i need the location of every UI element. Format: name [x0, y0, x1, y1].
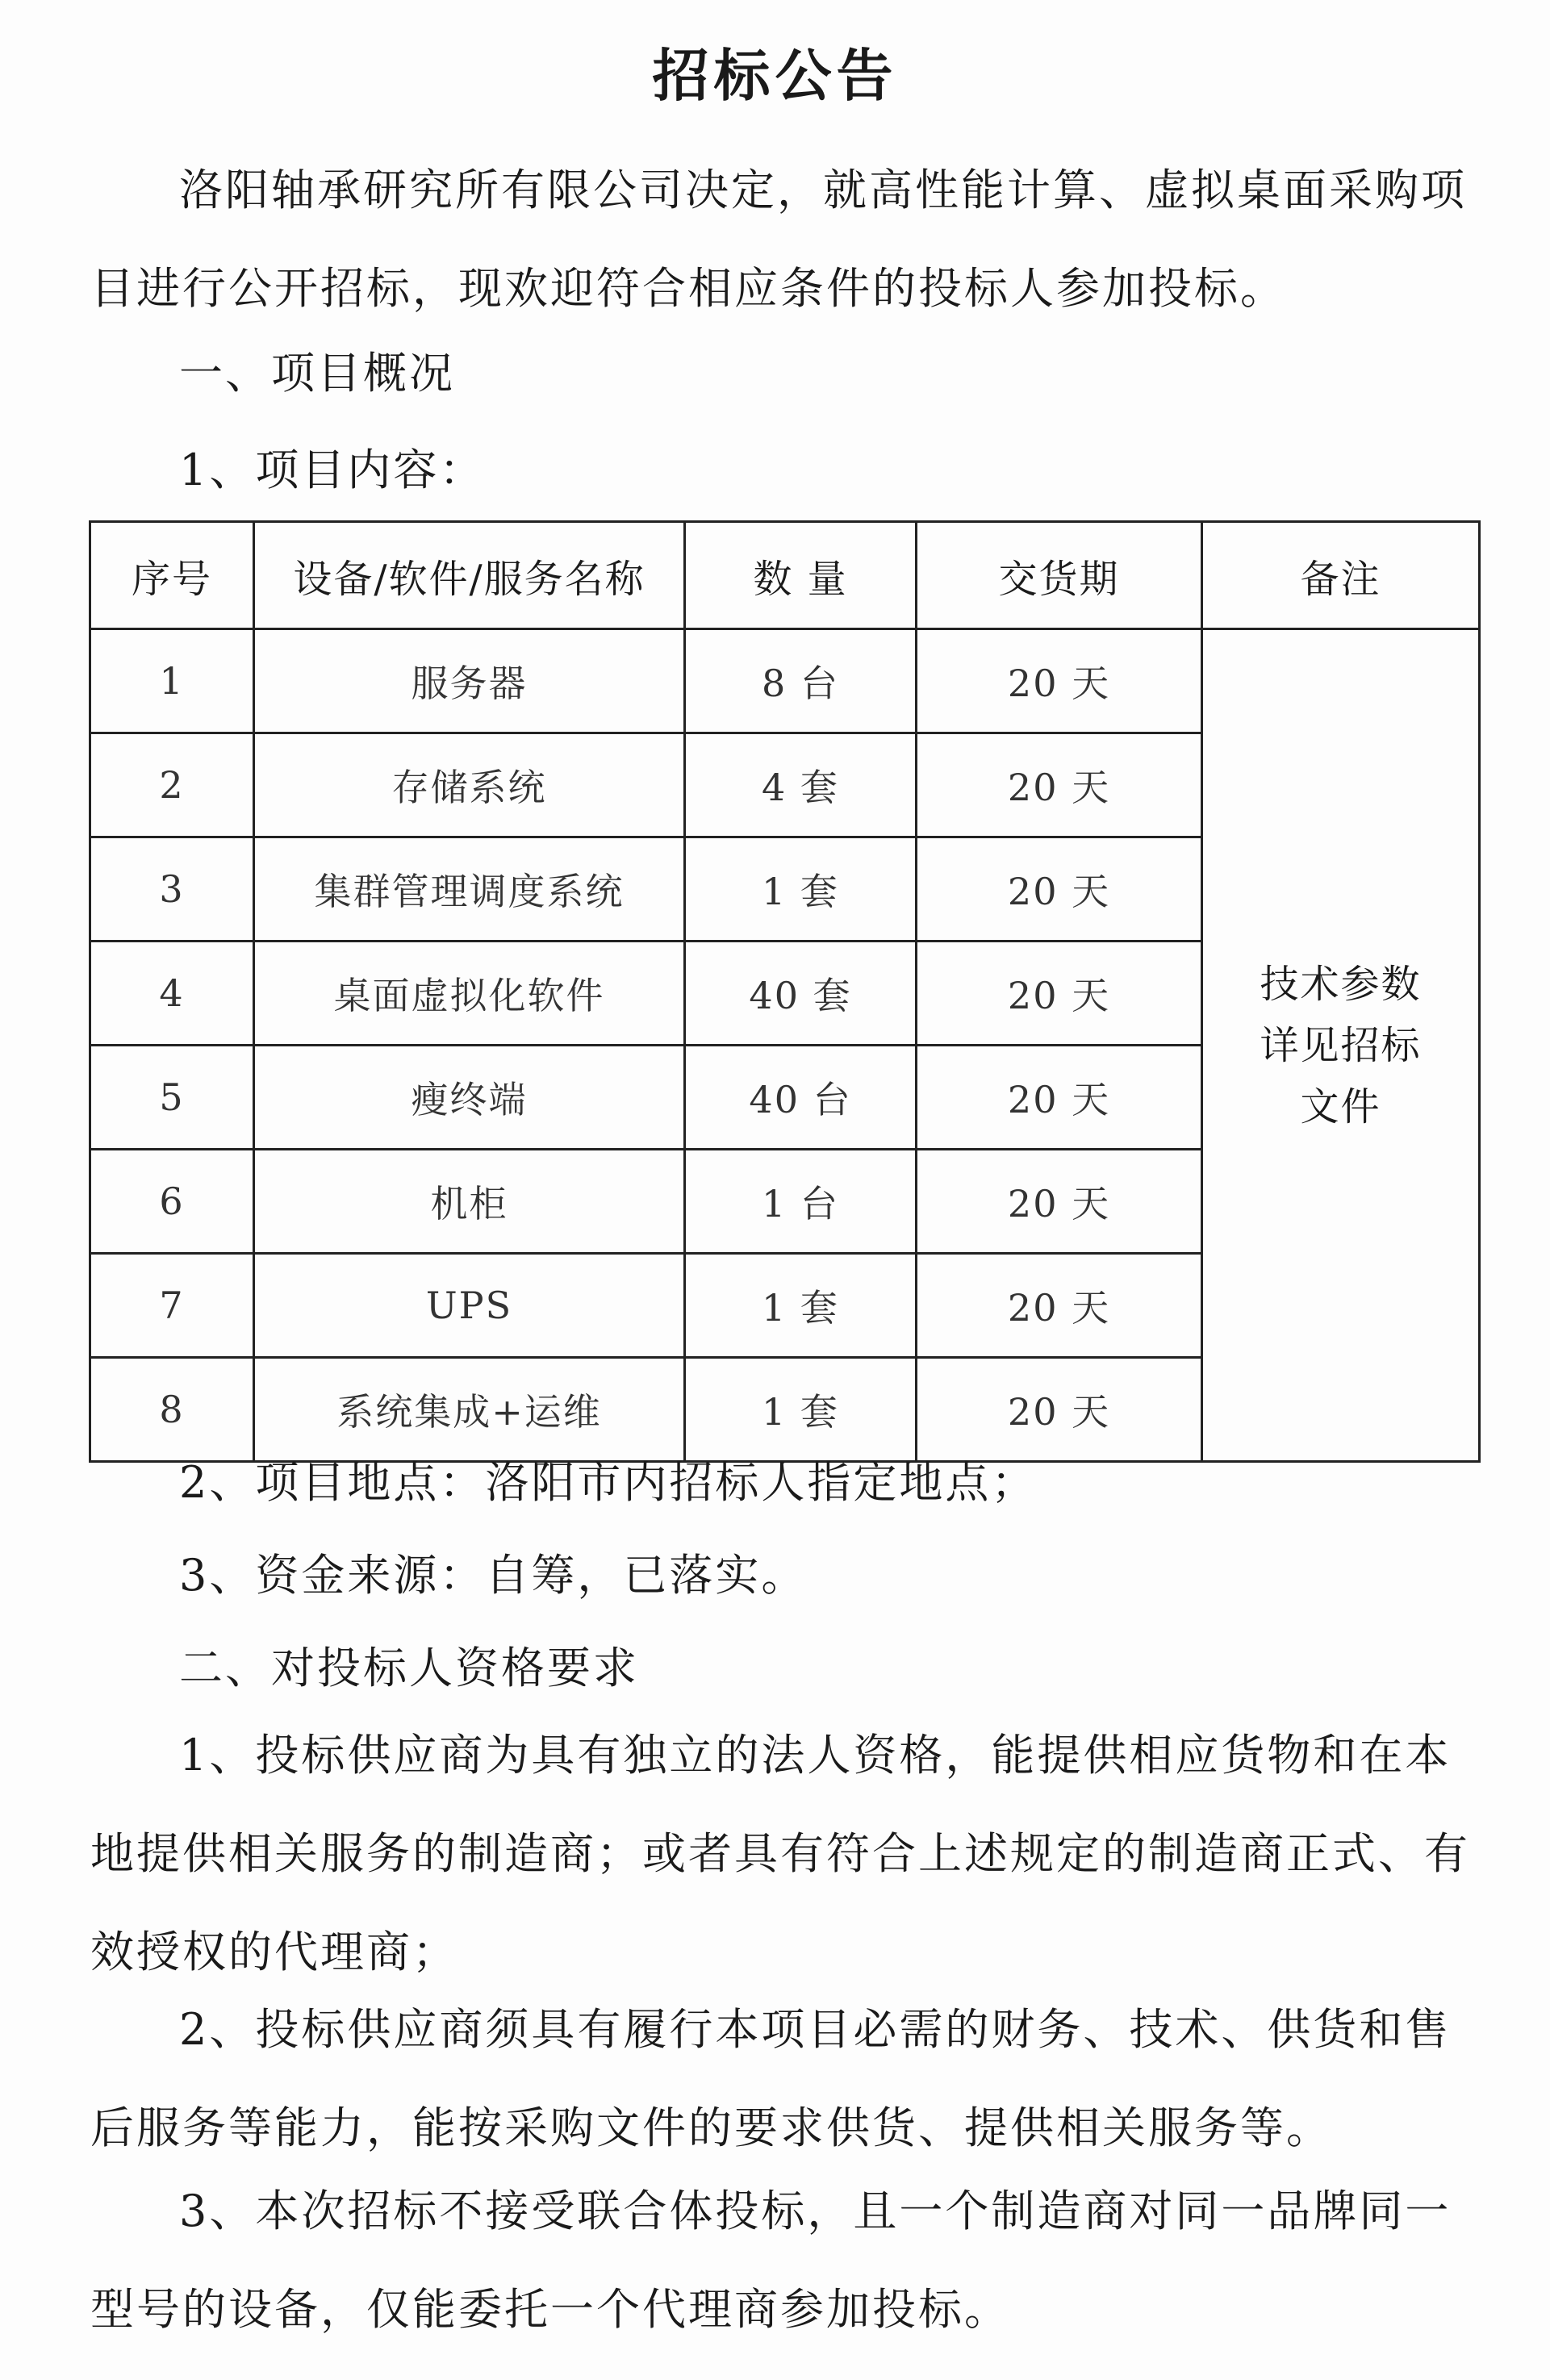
cell-no: 2: [90, 733, 254, 837]
requirement-1: 1、投标供应商为具有独立的法人资格，能提供相应货物和在本地提供相关服务的制造商；或者具有符合上述规定的制造商正式、有效授权的代理商；: [90, 1730, 1470, 1977]
cell-delivery: 20 天: [917, 1046, 1202, 1150]
cell-delivery: 20 天: [917, 1358, 1202, 1462]
requirement-2: 2、投标供应商须具有履行本项目必需的财务、技术、供货和售后服务等能力，能按采购文件的要求供货、提供相关服务等。: [90, 2004, 1452, 2153]
cell-name: 桌面虚拟化软件: [254, 942, 685, 1046]
cell-qty: 1 台: [685, 1150, 917, 1254]
cell-no: 1: [90, 629, 254, 733]
header-cell-note: 备注: [1202, 522, 1480, 629]
header-cell-delivery: 交货期: [917, 522, 1202, 629]
cell-name: 集群管理调度系统: [254, 837, 685, 942]
project-items-table: [89, 520, 1481, 1463]
cell-delivery: 20 天: [917, 629, 1202, 733]
cell-delivery: 20 天: [917, 1150, 1202, 1254]
header-cell-qty: 数 量: [685, 522, 917, 629]
cell-name: 瘦终端: [254, 1046, 685, 1150]
header-cell-name: 设备/软件/服务名称: [254, 522, 685, 629]
requirement-3: 3、本次招标不接受联合体投标，且一个制造商对同一品牌同一型号的设备，仅能委托一个代理商参加投标。: [90, 2186, 1452, 2335]
cell-no: 7: [90, 1254, 254, 1358]
cell-no: 5: [90, 1046, 254, 1150]
funding-source: 3、资金来源：自筹，已落实。: [179, 1550, 808, 1601]
cell-qty: 4 套: [685, 733, 917, 837]
cell-no: 3: [90, 837, 254, 942]
document-title: 招标公告: [652, 43, 898, 109]
cell-qty: 40 台: [685, 1046, 917, 1150]
table-row: [90, 629, 1480, 733]
cell-delivery: 20 天: [917, 1254, 1202, 1358]
cell-name: 系统集成+运维: [254, 1358, 685, 1462]
cell-name: 服务器: [254, 629, 685, 733]
cell-no: 8: [90, 1358, 254, 1462]
project-content-label: 1、项目内容：: [179, 445, 486, 495]
project-location: 2、项目地点：洛阳市内招标人指定地点；: [179, 1457, 1038, 1508]
cell-name: 机柜: [254, 1150, 685, 1254]
cell-qty: 1 套: [685, 1358, 917, 1462]
cell-qty: 1 套: [685, 837, 917, 942]
header-cell-no: 序号: [90, 522, 254, 629]
cell-delivery: 20 天: [917, 837, 1202, 942]
cell-qty: 40 套: [685, 942, 917, 1046]
table-header-row: [90, 522, 1480, 629]
cell-no: 4: [90, 942, 254, 1046]
cell-no: 6: [90, 1150, 254, 1254]
section2-heading: 二、对投标人资格要求: [179, 1643, 639, 1693]
cell-note: 技术参数详见招标文件: [1202, 629, 1480, 1462]
cell-delivery: 20 天: [917, 733, 1202, 837]
cell-name: 存储系统: [254, 733, 685, 837]
section1-heading: 一、项目概况: [179, 348, 455, 399]
intro-paragraph: 洛阳轴承研究所有限公司决定，就高性能计算、虚拟桌面采购项目进行公开招标，现欢迎符合相应条件的投标人参加投标。: [90, 165, 1467, 314]
cell-name: UPS: [254, 1254, 685, 1358]
cell-delivery: 20 天: [917, 942, 1202, 1046]
cell-qty: 8 台: [685, 629, 917, 733]
cell-qty: 1 套: [685, 1254, 917, 1358]
